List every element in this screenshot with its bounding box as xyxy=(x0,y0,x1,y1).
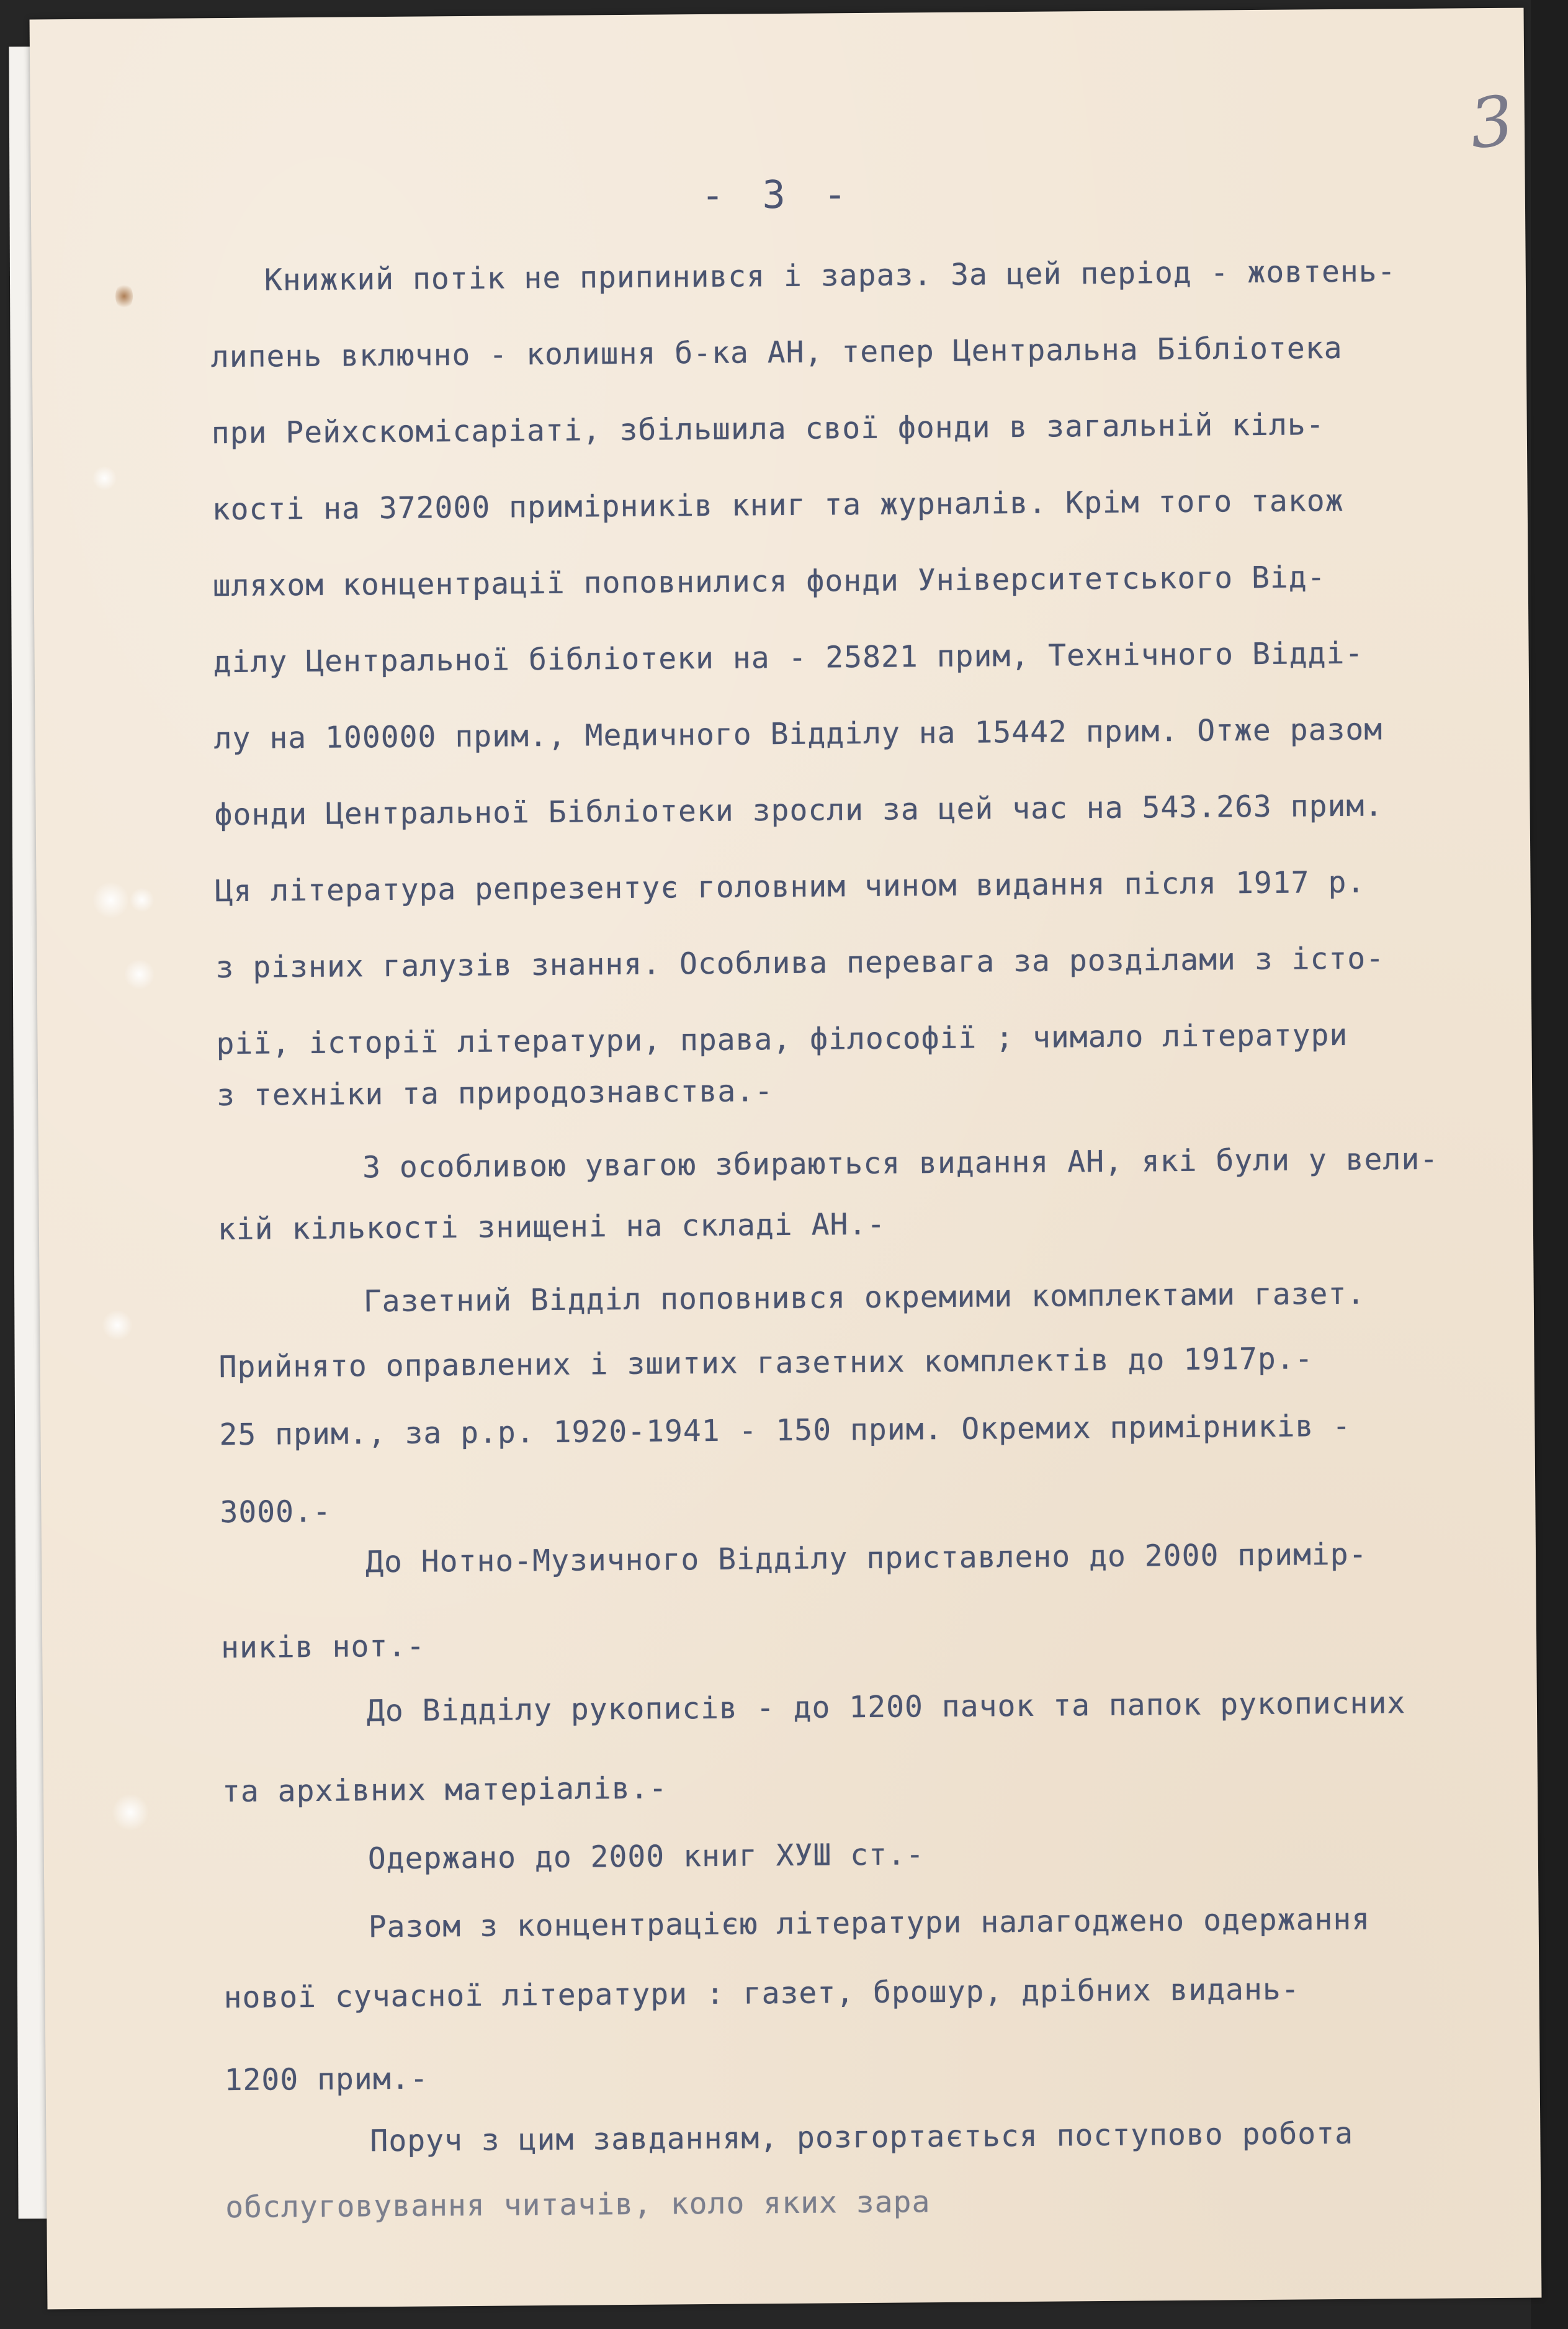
text-line: 3000.- xyxy=(220,1494,332,1530)
text-line: нової сучасної літератури : газет, брошур, дрібних видань- xyxy=(223,1972,1300,2016)
text-line: 25 прим., за р.р. 1920-1941 - 150 прим. Окремих примірників - xyxy=(219,1408,1351,1453)
text-line: Разом з концентрацією літератури налагоджено одержання xyxy=(368,1901,1371,1945)
text-line: Газетний Відділ поповнився окремими комплектами газет. xyxy=(363,1276,1366,1319)
text-line: Ця література репрезентує головним чином видання після 1917 р. xyxy=(215,864,1366,909)
text-line: Поруч з цим завданням, розгортається поступово робота xyxy=(370,2116,1354,2159)
paper-spot xyxy=(112,1793,149,1831)
paper-spot xyxy=(123,959,155,990)
text-line: ників нот.- xyxy=(220,1628,426,1666)
text-line: З особливою увагою збираються видання АН, які були у вели- xyxy=(362,1141,1439,1185)
handwritten-page-number: 3 xyxy=(1465,80,1518,164)
text-line: фонди Центральної Бібліотеки зросли за цей час на 543.263 прим. xyxy=(214,788,1384,833)
typed-page-number: - 3 - xyxy=(701,171,854,218)
rust-stain xyxy=(115,282,133,310)
text-line: та архівних матеріалів.- xyxy=(222,1770,668,1810)
paper-spot xyxy=(130,887,155,912)
text-line: Одержано до 2000 книг ХУШ ст.- xyxy=(367,1837,925,1877)
text-line: До Відділу рукописів - до 1200 пачок та папок рукописних xyxy=(366,1685,1406,1729)
text-line: ділу Центральної бібліотеки на - 25821 прим, Технічного Відді- xyxy=(213,635,1364,680)
text-line: при Рейхскомісаріаті, збільшила свої фонди в загальній кіль- xyxy=(211,407,1325,451)
text-line: липень включно - колишня б-ка АН, тепер Центральна Бібліотека xyxy=(210,330,1343,375)
text-line: обслуговування читачів, коло яких зара xyxy=(225,2184,931,2225)
text-line: 1200 прим.- xyxy=(224,2061,429,2098)
text-line: рії, історії літератури, права, філософії ; чимало літератури xyxy=(216,1017,1348,1062)
paper-spot xyxy=(92,881,129,918)
text-line: Прийнято оправлених і зшитих газетних комплектів до 1917р.- xyxy=(218,1341,1314,1385)
text-line: До Нотно-Музичного Відділу приставлено до 2000 примір- xyxy=(365,1537,1368,1580)
text-line: кості на 372000 примірників книг та журналів. Крім того також xyxy=(212,483,1344,527)
text-line: з різних галузів знання. Особлива перевага за розділами з істо- xyxy=(215,941,1385,985)
paper-spot xyxy=(92,465,117,490)
text-line: з техніки та природознавства.- xyxy=(216,1074,774,1113)
text-line: лу на 100000 прим., Медичного Відділу на 15442 прим. Отже разом xyxy=(213,712,1383,756)
text-line: кій кількості знищені на складі АН.- xyxy=(217,1206,886,1247)
typed-page xyxy=(30,8,1542,2310)
text-line: шляхом концентрації поповнилися фонди Університетського Від- xyxy=(212,560,1326,604)
paper-spot xyxy=(102,1309,133,1340)
text-line: Книжкий потік не припинився і зараз. За цей період - жовтень- xyxy=(264,254,1396,298)
